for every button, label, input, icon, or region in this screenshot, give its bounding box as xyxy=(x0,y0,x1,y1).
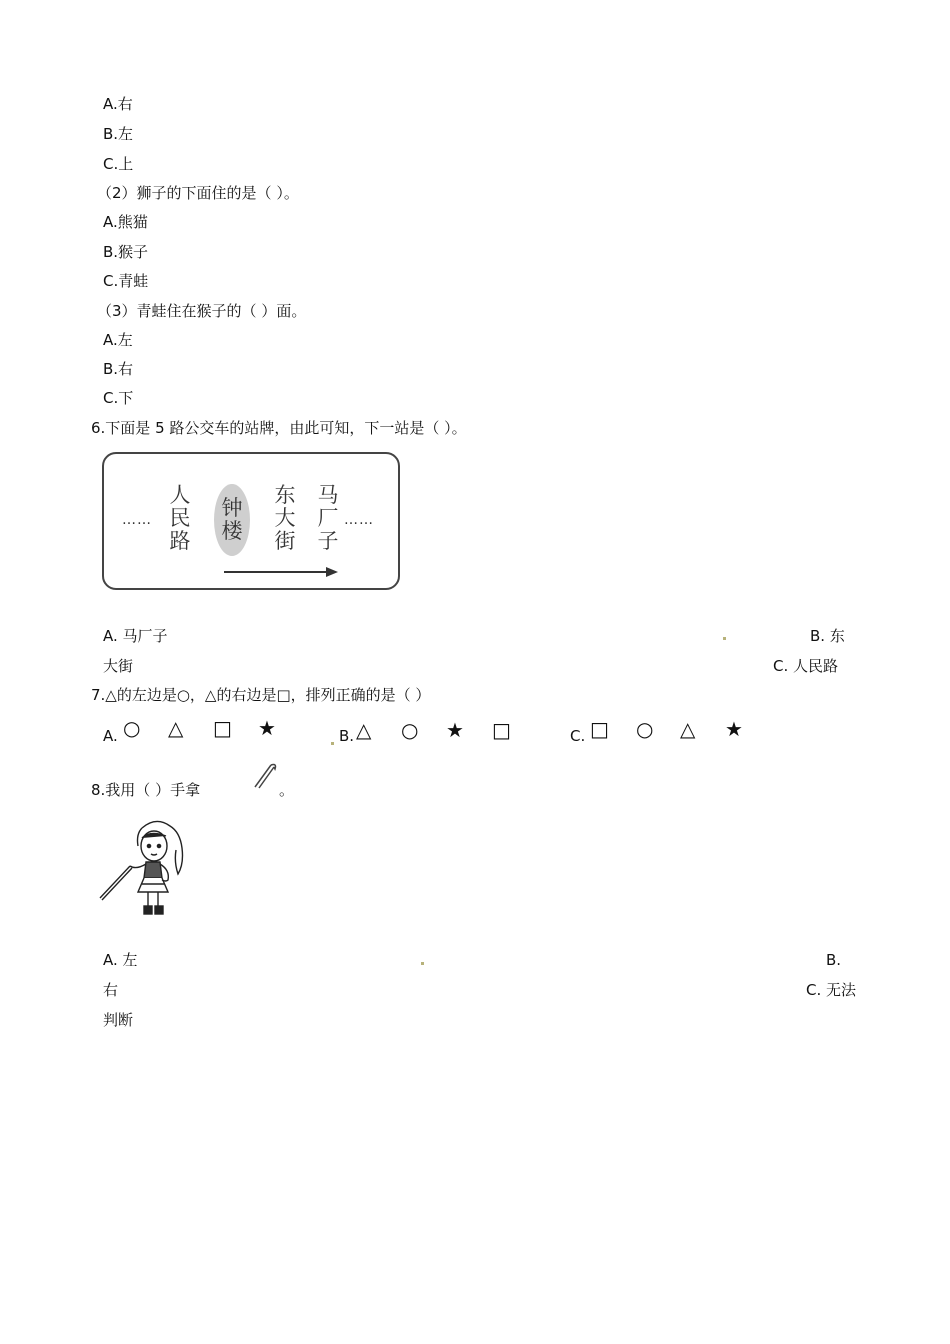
stop-renminlu: 人民路 xyxy=(169,483,191,553)
tweezers-icon xyxy=(251,761,279,791)
star-icon: ★ xyxy=(446,718,464,742)
triangle-icon: △ xyxy=(168,716,184,740)
question-stem-end: 。 xyxy=(279,781,295,799)
option-b: B.左 xyxy=(103,125,134,143)
triangle-icon: △ xyxy=(356,718,372,742)
dots-right: …… xyxy=(344,512,374,528)
circle-icon: ○ xyxy=(401,718,419,742)
bus-stop-sign xyxy=(102,452,400,590)
artifact-dot xyxy=(421,962,424,965)
option-a: A.右 xyxy=(103,95,133,113)
direction-arrow xyxy=(222,566,340,578)
question-stem: 6.下面是 5 路公交车的站牌，由此可知，下一站是（ ）。 xyxy=(91,419,467,437)
stop-machangzi: 马厂子 xyxy=(317,483,339,553)
option-a: A. 左 xyxy=(103,951,138,969)
artifact-dot xyxy=(331,742,334,745)
option-b: B.猴子 xyxy=(103,243,149,261)
option-c: C. 人民路 xyxy=(773,657,839,675)
option-c-label: C. xyxy=(570,727,586,745)
option-c: C.上 xyxy=(103,155,134,173)
triangle-icon: △ xyxy=(680,717,696,741)
option-b: B. 东 xyxy=(810,627,845,645)
option-a: A.左 xyxy=(103,331,133,349)
square-icon: □ xyxy=(492,718,511,742)
option-b-continued: 大街 xyxy=(103,657,134,675)
option-b: B.右 xyxy=(103,360,134,378)
stop-zhonglou: 钟楼 xyxy=(221,496,243,543)
circle-icon: ○ xyxy=(123,716,141,740)
artifact-dot xyxy=(723,637,726,640)
square-icon: □ xyxy=(213,716,232,740)
option-c: C.下 xyxy=(103,389,134,407)
option-b-label: B. xyxy=(826,951,842,969)
option-c-continued: 判断 xyxy=(103,1011,134,1029)
option-c: C. 无法 xyxy=(806,981,857,999)
square-icon: □ xyxy=(590,717,609,741)
question-stem: （2）狮子的下面住的是（ ）。 xyxy=(97,184,299,202)
question-stem: 8.我用（ ）手拿 xyxy=(91,781,201,799)
question-stem: 7.△的左边是○，△的右边是□，排列正确的是（ ） xyxy=(91,686,431,704)
girl-holding-tweezers-illustration xyxy=(98,818,190,920)
option-a-label: A. xyxy=(103,727,118,745)
option-a: A.熊猫 xyxy=(103,213,148,231)
option-b: 右 xyxy=(103,981,119,999)
option-a: A. 马厂子 xyxy=(103,627,168,645)
star-icon: ★ xyxy=(258,716,276,740)
circle-icon: ○ xyxy=(636,717,654,741)
stop-dongdajie: 东大街 xyxy=(274,483,296,553)
question-stem: （3）青蛙住在猴子的（ ）面。 xyxy=(97,302,307,320)
option-b-label: B. xyxy=(339,727,355,745)
option-c: C.青蛙 xyxy=(103,272,149,290)
dots-left: …… xyxy=(122,512,152,528)
star-icon: ★ xyxy=(725,717,743,741)
